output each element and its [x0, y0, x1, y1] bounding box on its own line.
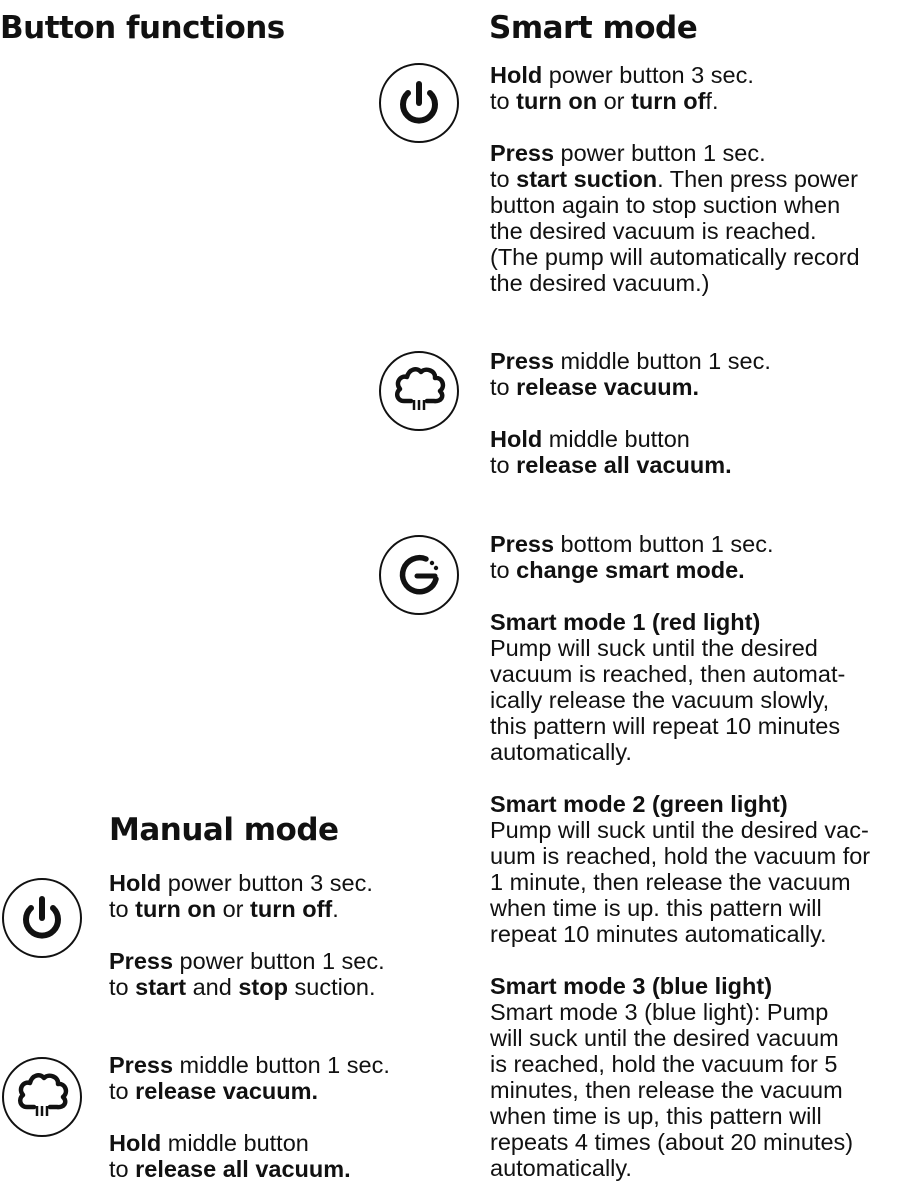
manual-power-hold-text: Hold power button 3 sec. to turn on or turn off.	[109, 870, 373, 922]
smart-power-description	[490, 62, 860, 296]
smart-mode-icon	[379, 535, 459, 615]
manual-middle-press-text: Press middle button 1 sec. to release vacuum.	[109, 1052, 390, 1104]
smart-mode-2-text: Smart mode 2 (green light) Pump will suck until the desired vac- uum is reached, hold the vacuum for 1 minute, then release the vacuum when time is up. this pattern will repeat 10 minutes automatically.	[490, 791, 871, 947]
smart-bottom-description	[490, 531, 870, 1181]
manual-middle-hold-text: Hold middle button to release all vacuum.	[109, 1130, 351, 1182]
smart-mode-heading: Smart mode	[489, 10, 698, 46]
smart-mode-3-text: Smart mode 3 (blue light) Smart mode 3 (blue light): Pump will suck until the desired vacuum is reached, hold the vacuum for 5 minutes, then release the vacuum when time is up, this pattern will repeats 4 times (about 20 minutes) automatically.	[490, 973, 854, 1181]
smart-middle-press-text: Press middle button 1 sec. to release vacuum.	[490, 348, 771, 400]
page-title: Button functions	[0, 10, 285, 46]
smart-middle-description	[490, 348, 771, 478]
manual-mode-heading: Manual mode	[109, 812, 339, 848]
smart-mode-1-text: Smart mode 1 (red light) Pump will suck until the desired vacuum is reached, then automat- ically release the vacuum slowly, this pattern will repeat 10 minutes automatically.	[490, 609, 846, 765]
manual-power-press-text: Press power button 1 sec. to start and stop suction.	[109, 948, 385, 1000]
smart-power-hold-text: Hold power button 3 sec. to turn on or turn off.	[490, 62, 754, 114]
smart-power-icon	[379, 63, 459, 143]
manual-release-vacuum-icon	[2, 1057, 82, 1137]
smart-bottom-press-text: Press bottom button 1 sec. to change smart mode.	[490, 531, 774, 583]
smart-release-vacuum-icon	[379, 351, 459, 431]
manual-power-icon	[2, 878, 82, 958]
manual-middle-description	[109, 1052, 390, 1182]
smart-middle-hold-text: Hold middle button to release all vacuum.	[490, 426, 732, 478]
smart-power-press-text: Press power button 1 sec. to start suction. Then press power button again to stop suction when the desired vacuum is reached. (The pump will automatically record the desired vacuum.)	[490, 140, 860, 296]
manual-power-description	[109, 870, 385, 1000]
